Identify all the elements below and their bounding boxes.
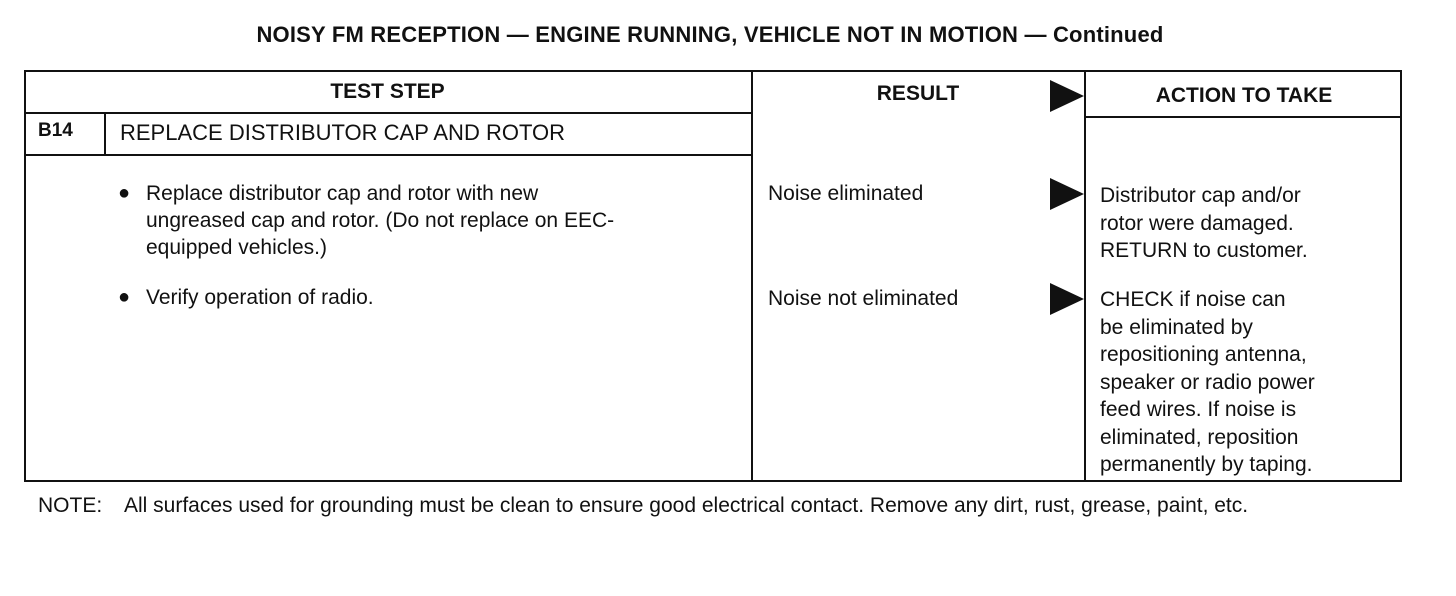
bullet-icon: ● <box>118 286 131 308</box>
note <box>38 492 1384 519</box>
page-title-continued: Continued <box>1052 22 1164 47</box>
action-header-divider <box>1084 116 1402 118</box>
test-step-bullet <box>118 284 374 311</box>
header-arrow-icon <box>1050 80 1084 112</box>
result-text: Noise eliminated <box>768 182 924 205</box>
action-text: Distributor cap and/or rotor were damaged. RETURN to customer. <box>1100 184 1308 262</box>
page-title <box>0 22 1420 48</box>
test-step-text: Replace distributor cap and rotor with new ungreased cap and rotor. (Do not replace on EEC- equipped vehicles.) <box>146 182 615 259</box>
step-id-divider <box>104 114 106 156</box>
header-divider <box>24 112 753 114</box>
test-step-bullet <box>118 180 614 261</box>
action-text: CHECK if noise can be eliminated by repositioning antenna, speaker or radio power feed wires. If noise is eliminated, reposition permanently by taping. <box>1100 288 1315 476</box>
column-divider-result <box>751 70 753 482</box>
result-arrow-icon <box>1050 178 1084 210</box>
note-text: All surfaces used for grounding must be clean to ensure good electrical contact. Remove any dirt, rust, grease, paint, etc. <box>124 494 1249 517</box>
header-result: RESULT <box>876 82 960 105</box>
page-title-main: NOISY FM RECEPTION — ENGINE RUNNING, VEHICLE NOT IN MOTION — <box>256 22 1047 47</box>
step-title-divider <box>24 154 753 156</box>
note-label: NOTE: <box>38 494 103 517</box>
result-arrow-icon <box>1050 283 1084 315</box>
step-id: B14 <box>38 120 73 141</box>
bullet-icon: ● <box>118 182 131 204</box>
test-step-text: Verify operation of radio. <box>146 286 374 309</box>
step-title: REPLACE DISTRIBUTOR CAP AND ROTOR <box>120 120 565 145</box>
column-divider-action <box>1084 70 1086 482</box>
result-text: Noise not eliminated <box>768 287 959 310</box>
header-test-step: TEST STEP <box>330 80 445 103</box>
header-action: ACTION TO TAKE <box>1155 84 1333 107</box>
